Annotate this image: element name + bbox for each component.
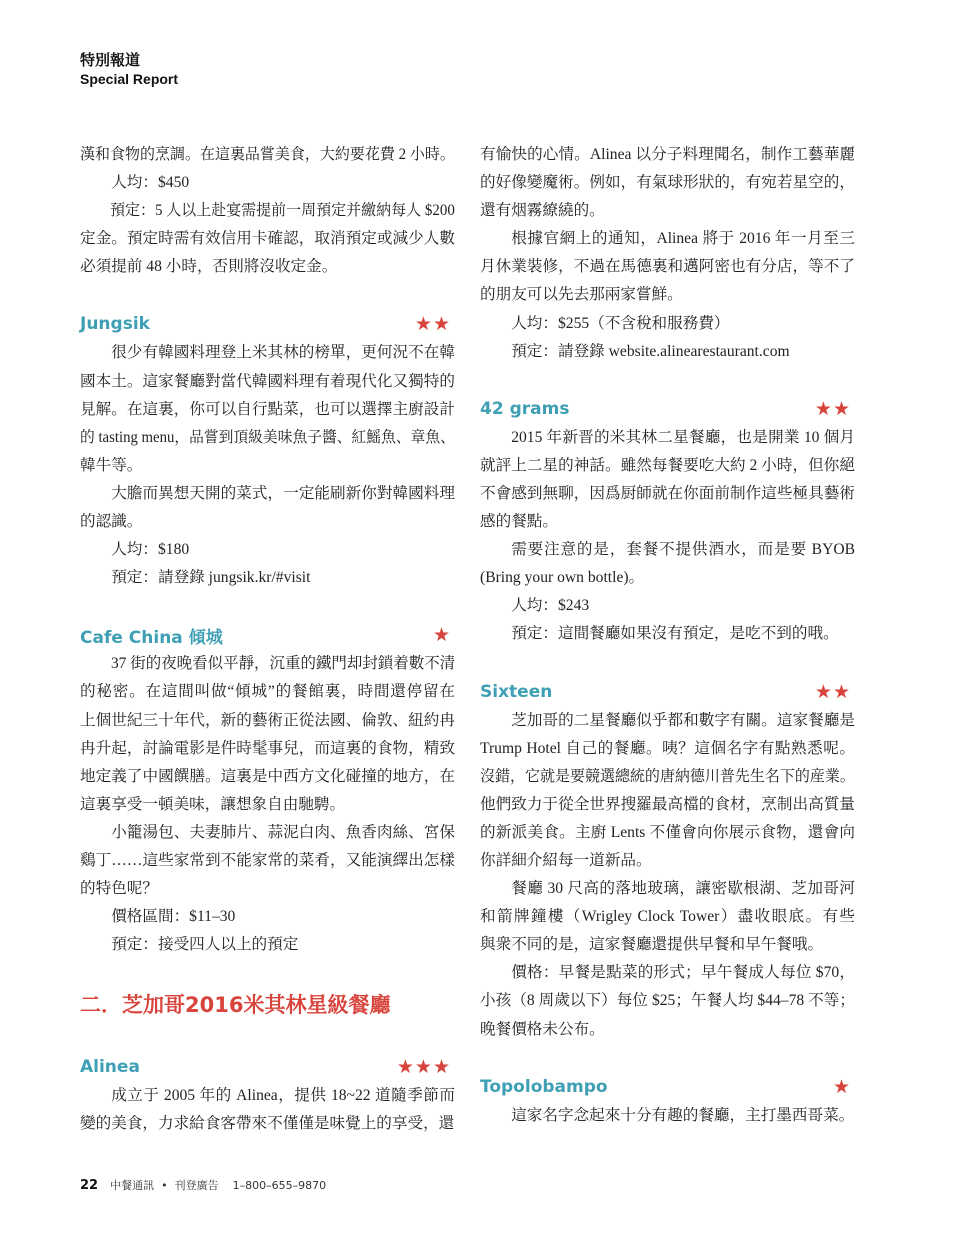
text-line: 預定：5 人以上赴宴需提前一周預定并繳納每人 $200 [109,202,455,220]
paragraph [480,959,855,1043]
text-line: 和箭牌鐘樓（Wrigley Clock Tower）盡收眼底。有些 [480,908,855,926]
text-line: 這家名字念起來十分有趣的餐廳，主打墨西哥菜。 [511,1106,855,1124]
text-line: 見解。在這裏，你可以自行點菜，也可以選擇主廚設計 [80,400,455,418]
restaurant-description [480,1102,855,1130]
text-line: 不會感到無聊，因爲厨師就在你面前制作這些極具藝術 [480,484,855,502]
text-line: 37 街的夜晚看似平靜，沉重的鐵門却封鎖着數不清 [110,655,456,673]
text-line: Trump Hotel 自己的餐廳。咦？這個名字有點熟悉呢。 [480,739,855,757]
text-line: 的 tasting menu，品嘗到頂級美味魚子醬、紅鰩魚、章魚、 [80,428,455,446]
restaurant-description [80,339,455,592]
michelin-star-rating: ★★ [814,397,851,420]
text-line: 價格區間：$11–30 [111,908,236,926]
left-column [80,141,455,1139]
paragraph [80,1082,455,1138]
section-label-en: Special Report [80,71,179,87]
restaurant-name: 42 grams [480,398,570,419]
restaurant-name: Cafe China 傾城 [80,627,223,648]
text-line: 預定：請登錄 jungsik.kr/#visit [111,569,311,587]
text-line: 沒錯，它就是要競選總統的唐納德川普先生名下的産業。 [480,767,855,785]
text-line: 變的美食，力求給食客帶來不僅僅是味覺上的享受，還 [80,1115,455,1133]
paragraph [480,707,855,876]
text-line: 必須提前 48 小時，否則將沒收定金。 [80,258,338,276]
text-line: 國本土。這家餐廳對當代韓國料理有着現代化又獨特的 [80,372,455,390]
text-line: 感的餐點。 [480,513,558,531]
restaurant-description [80,1082,455,1138]
section-label-zh: 特別報道 [80,51,141,69]
text-line: 與衆不同的是，這家餐廳還提供早餐和早午餐哦。 [480,936,824,954]
restaurant-topolobampo [480,1075,855,1130]
restaurant-cafe-china [80,623,455,959]
paragraph [80,564,455,592]
text-line: 價格：早餐是點菜的形式；早午餐成人每位 $70， [511,964,855,982]
paragraph [480,592,855,620]
phone-number: 1–800–655–9870 [232,1179,327,1192]
text-line: 冉升起，討論電影是件時髦事兒，而這裏的食物，精致 [80,739,455,757]
text-line: 還有烟霧繚繞的。 [480,202,605,220]
section-title: 二．芝加哥2016米其林星級餐廳 [80,993,391,1018]
paragraph [480,338,855,366]
paragraph [480,225,855,309]
paragraph [480,620,855,648]
michelin-star-rating: ★ [832,1075,851,1098]
paragraph [480,536,855,592]
text-line: 大膽而異想天開的菜式，一定能刷新你對韓國料理 [111,484,455,502]
text-line: 預定：請登錄 website.alinearestaurant.com [511,342,790,360]
text-line: 月休業裝修，不過在馬德裏和邁阿密也有分店，等不了 [480,258,855,276]
paragraph [80,819,455,903]
text-line: 餐廳 30 尺高的落地玻璃，讓密歇根湖、芝加哥河 [511,880,855,898]
restaurant-heading [480,397,855,421]
text-line: 晚餐價格未公布。 [480,1020,605,1038]
footer-separator: • [161,1179,168,1192]
michelin-star-rating: ★ [432,624,451,647]
michelin-star-rating: ★★ [814,680,851,703]
restaurant-description [480,424,855,649]
paragraph [80,931,455,959]
text-line: 的朋友可以先去那兩家嘗鮮。 [480,286,683,304]
text-line: 這裏享受一頓美味，讓想象自由馳騁。 [80,795,346,813]
right-column [480,141,855,1130]
text-line: 需要注意的是，套餐不提供酒水，而是要 BYOB [511,541,855,559]
restaurant-alinea [80,1055,455,1138]
paragraph [80,197,455,281]
restaurant-jungsik [80,312,455,592]
text-line: 的新派美食。主廚 Lents 不僅會向你展示食物，還會向 [480,823,855,841]
text-line: 就評上二星的神話。雖然每餐要吃大約 2 小時，但你絕 [480,456,855,474]
page-footer [80,1176,326,1194]
text-line: 預定：這間餐廳如果沒有預定，是吃不到的哦。 [511,625,839,643]
restaurant-name: Jungsik [80,314,150,335]
text-line: 人均：$180 [111,541,190,559]
restaurant-description [80,650,455,959]
paragraph [80,903,455,931]
text-line: 成立于 2005 年的 Alinea，提供 18~22 道隨季節而 [111,1087,455,1105]
paragraph [80,480,455,536]
text-line: 人均：$450 [111,174,190,192]
page-number: 22 [80,1178,99,1193]
text-line: 小孩（8 周歲以下）每位 $25；午餐人均 $44–78 不等； [480,992,855,1010]
advertising-label: 刊登廣告 [174,1179,219,1192]
michelin-star-rating: ★★★ [396,1056,451,1079]
text-line: 上個世紀三十年代，新的藝術正從法國、倫敦、紐約冉 [80,711,455,729]
text-line: 2015 年新晋的米其林二星餐廳，也是開業 10 個月 [511,428,855,446]
paragraph [80,650,455,819]
text-line: 芝加哥的二星餐廳似乎都和數字有關。這家餐廳是 [511,711,855,729]
restaurant-name: Alinea [80,1057,140,1078]
text-line: (Bring your own bottle)。 [480,569,645,587]
text-line: 人均：$243 [511,597,590,615]
text-line: 的好像變魔術。例如，有氣球形狀的，有宛若星空的， [480,174,855,192]
restaurant-42-grams [480,397,855,649]
paragraph [80,536,455,564]
paragraph [80,141,455,169]
text-line: 地定義了中國饌膳。這裏是中西方文化碰撞的地方，在 [80,767,455,785]
paragraph [80,339,455,479]
michelin-star-rating: ★★ [414,313,451,336]
paragraph [480,141,855,225]
paragraph [480,424,855,536]
text-line: 你詳細介紹每一道新品。 [480,851,652,869]
continued-article-text [480,141,855,366]
text-line: 預定：接受四人以上的預定 [111,936,299,954]
continued-article-text [80,141,455,281]
restaurant-name: Sixteen [480,681,553,702]
restaurant-description [480,707,855,1044]
text-line: 小籠湯包、夫妻肺片、蒜泥白肉、魚香肉絲、宮保 [111,823,455,841]
text-line: 韓牛等。 [80,456,143,474]
paragraph [480,1102,855,1130]
text-line: 他們致力于從全世界搜羅最高檔的食材，烹制出高質量 [480,795,855,813]
paragraph [80,169,455,197]
text-line: 根據官網上的通知，Alinea 將于 2016 年一月至三 [511,230,855,248]
text-line: 很少有韓國料理登上米其林的榜單，更何況不在韓 [111,344,455,362]
restaurant-heading [80,312,455,336]
text-line: 的特色呢？ [80,880,158,898]
text-line: 的秘密。在這間叫做“傾城”的餐館裏，時間還停留在 [80,683,455,701]
text-line: 有愉快的心情。Alinea 以分子料理聞名，制作工藝華麗 [480,146,855,163]
paragraph [480,310,855,338]
publication-name: 中餐通訊 [110,1179,155,1192]
text-line: 人均：$255（不含稅和服務費） [511,314,730,332]
restaurant-heading [480,1075,855,1099]
restaurant-name: Topolobampo [480,1076,608,1097]
text-line: 的認識。 [80,513,143,531]
text-line: 定金。預定時需有效信用卡確認，取消預定或減少人數 [80,230,455,248]
restaurant-heading [480,680,855,704]
text-line: 鷄丁……這些家常到不能家常的菜肴，又能演繹出怎樣 [80,851,455,869]
text-line: 漢和食物的烹調。在這裏品嘗美食，大約要花費 2 小時。 [80,146,455,163]
restaurant-sixteen [480,680,855,1044]
restaurant-heading [80,623,455,647]
paragraph [480,875,855,959]
restaurant-heading [80,1055,455,1079]
page-header [80,50,178,88]
